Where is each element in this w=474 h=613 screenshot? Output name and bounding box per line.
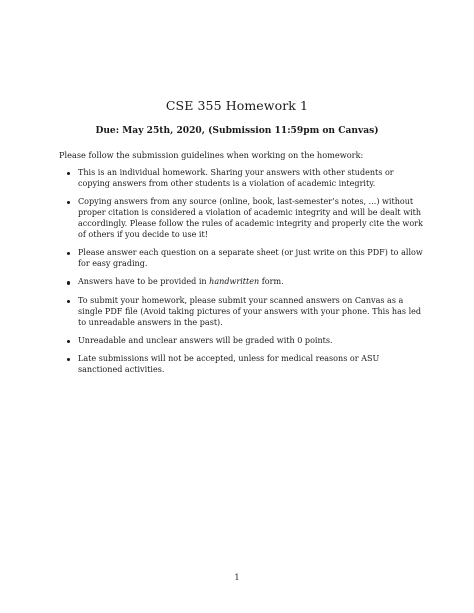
- list-item-text-pre: Answers have to be provided in: [78, 277, 210, 287]
- list-item-text: Late submissions will not be accepted, unless for medical reasons or ASU sanctioned activities.: [78, 354, 380, 375]
- bullet-icon: [67, 172, 70, 175]
- list-item-text-post: form.: [259, 277, 284, 287]
- bullet-icon: [67, 201, 70, 204]
- bullet-icon: [67, 281, 70, 284]
- bullet-icon: [67, 358, 70, 361]
- list-item-text: Unreadable and unclear answers will be graded with 0 points.: [78, 335, 333, 345]
- intro-text: Please follow the submission guidelines when working on the homework:: [59, 150, 364, 160]
- bullet-icon: [67, 252, 70, 255]
- list-item: [59, 354, 425, 376]
- list-item: [59, 336, 425, 347]
- list-item: [59, 248, 425, 270]
- list-item-text: This is an individual homework. Sharing your answers with other students or copying answers from other students is a violation of academic integrity.: [78, 168, 394, 188]
- bullet-icon: [67, 340, 70, 343]
- guidelines-list: [59, 168, 425, 383]
- list-item-text: [78, 277, 284, 286]
- list-item: [59, 296, 425, 329]
- bullet-icon: [67, 300, 70, 303]
- list-item-text: Please answer each question on a separate sheet (or just write on this PDF) to allow for easy grading.: [78, 248, 423, 269]
- list-item: [59, 168, 425, 190]
- page-number: 1: [234, 572, 240, 582]
- list-item-text: To submit your homework, please submit your scanned answers on Canvas as a single PDF file (Avoid taking pictures of your answers with your phone. This has led to unreadable answers in the past).: [78, 295, 422, 327]
- list-item: [59, 277, 425, 288]
- due-date: Due: May 25th, 2020, (Submission 11:59pm on Canvas): [95, 125, 379, 136]
- emphasis-handwritten: handwritten: [209, 277, 260, 287]
- list-item-text: Copying answers from any source (online, book, last-semester’s notes, ...) without proper citation is considered a violation of academic integrity and will be dealt with accordingly. Please follow the rules of academic integrity and properly cite the work of others if you decide to use it!: [78, 197, 423, 239]
- list-item: [59, 197, 425, 241]
- document-title: CSE 355 Homework 1: [165, 98, 309, 113]
